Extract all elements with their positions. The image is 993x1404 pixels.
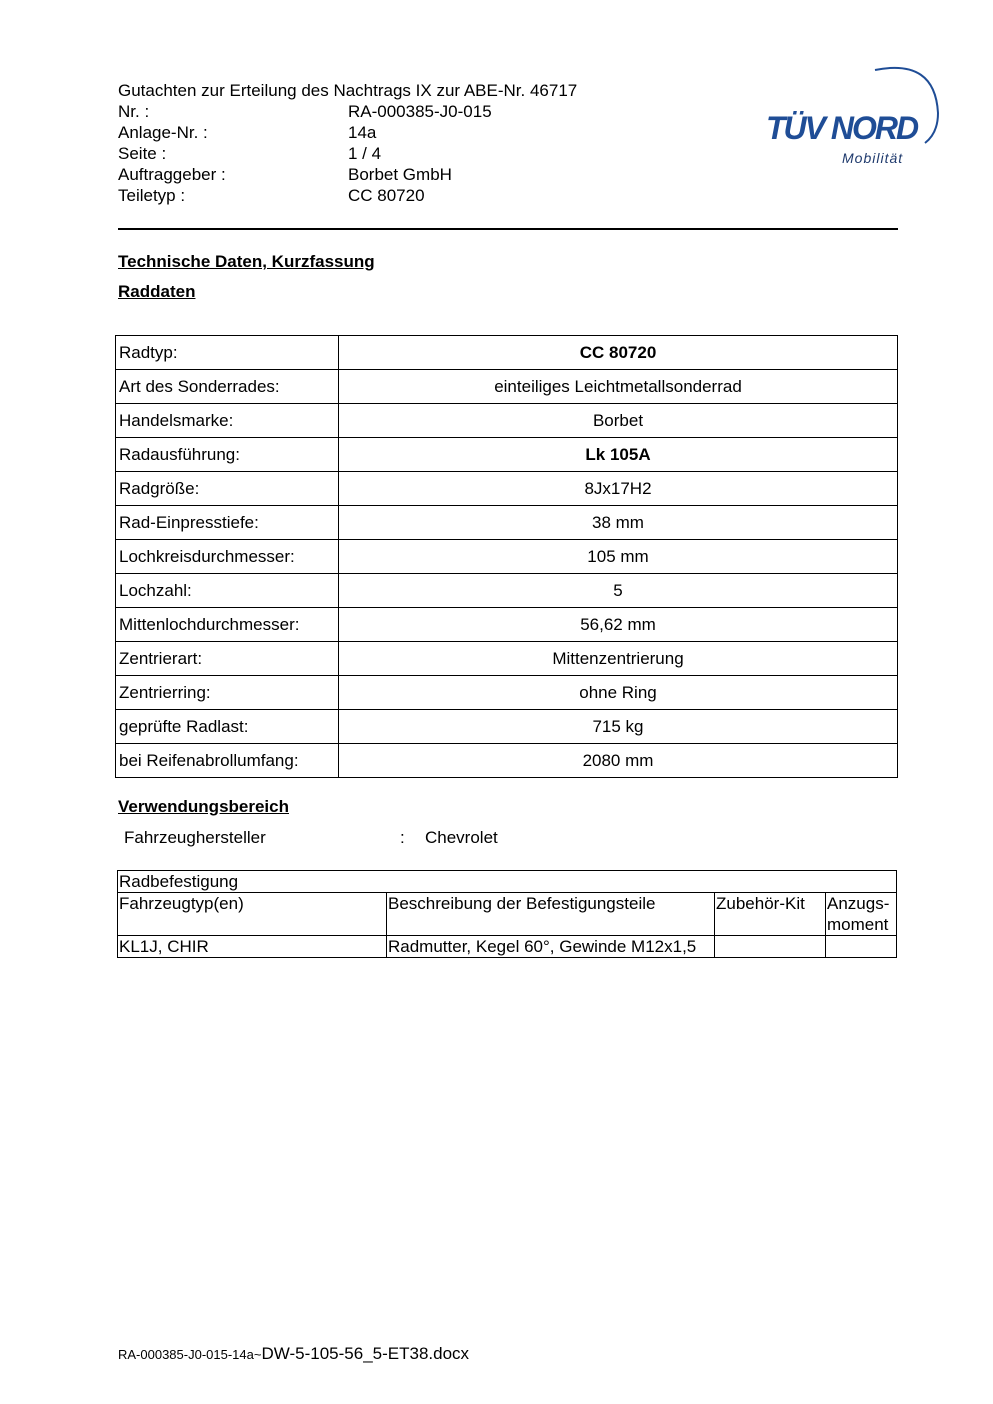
table-cell <box>715 936 826 958</box>
table-title: Radbefestigung <box>118 871 897 893</box>
manufacturer-value: Chevrolet <box>425 828 498 847</box>
row-label: bei Reifenabrollumfang: <box>116 744 339 778</box>
header-value: RA-000385-J0-015 <box>348 102 492 121</box>
tuv-nord-logo <box>760 58 945 173</box>
column-header: Anzugs- moment <box>826 893 897 936</box>
row-value: Borbet <box>339 404 898 438</box>
header-label: Nr. : <box>118 102 150 121</box>
row-label: Radausführung: <box>116 438 339 472</box>
row-value: 2080 mm <box>339 744 898 778</box>
row-label: Mittenlochdurchmesser: <box>116 608 339 642</box>
row-label: Rad-Einpresstiefe: <box>116 506 339 540</box>
logo-subtitle: Mobilität <box>842 150 904 166</box>
row-label: Radgröße: <box>116 472 339 506</box>
header-field <box>118 101 577 122</box>
table-row <box>116 506 898 540</box>
table-cell <box>826 936 897 958</box>
header-field <box>118 143 577 164</box>
header-value: Borbet GmbH <box>348 165 452 184</box>
table-row <box>116 438 898 472</box>
column-header: Beschreibung der Befestigungsteile <box>387 893 715 936</box>
logo-wordmark: TÜV NORD <box>766 110 918 146</box>
row-value: einteiliges Leichtmetallsonderrad <box>339 370 898 404</box>
table-row <box>116 574 898 608</box>
row-value: 105 mm <box>339 540 898 574</box>
document-title: Gutachten zur Erteilung des Nachtrags IX zur ABE-Nr. 46717 <box>118 81 578 100</box>
header-value: 14a <box>348 123 377 142</box>
table-row <box>116 676 898 710</box>
footer-file: DW-5-105-56_5-ET38.docx <box>261 1344 470 1363</box>
row-value: 8Jx17H2 <box>339 472 898 506</box>
row-label: Radtyp: <box>116 336 339 370</box>
row-label: Art des Sonderrades: <box>116 370 339 404</box>
header-value: 1 / 4 <box>348 144 382 163</box>
header-label: Seite : <box>118 144 167 163</box>
row-label: geprüfte Radlast: <box>116 710 339 744</box>
footer-prefix: RA-000385-J0-015-14a~ <box>118 1347 262 1362</box>
table-row <box>116 540 898 574</box>
header-label: Anlage-Nr. : <box>118 123 208 142</box>
table-row <box>116 744 898 778</box>
table-row <box>118 936 897 958</box>
row-value: ohne Ring <box>339 676 898 710</box>
row-value: 5 <box>339 574 898 608</box>
section-heading-tech: Technische Daten, Kurzfassung <box>118 252 375 271</box>
header-divider <box>118 228 898 230</box>
row-value: 56,62 mm <box>339 608 898 642</box>
footer-filename <box>118 1344 469 1364</box>
header-field <box>118 185 577 206</box>
row-value: CC 80720 <box>339 336 898 370</box>
header-value: CC 80720 <box>348 186 425 205</box>
header-field <box>118 122 577 143</box>
row-label: Lochzahl: <box>116 574 339 608</box>
raddaten-table <box>115 335 898 778</box>
row-value: 38 mm <box>339 506 898 540</box>
row-value: 715 kg <box>339 710 898 744</box>
header-field <box>118 164 577 185</box>
section-heading-raddaten: Raddaten <box>118 282 196 301</box>
manufacturer-label: Fahrzeughersteller <box>124 828 266 847</box>
header-label: Auftraggeber : <box>118 165 226 184</box>
row-value: Mittenzentrierung <box>339 642 898 676</box>
row-label: Handelsmarke: <box>116 404 339 438</box>
table-cell: Radmutter, Kegel 60°, Gewinde M12x1,5 <box>387 936 715 958</box>
section-heading-verwendung: Verwendungsbereich <box>118 797 289 816</box>
row-label: Lochkreisdurchmesser: <box>116 540 339 574</box>
table-row <box>116 608 898 642</box>
table-row <box>116 642 898 676</box>
row-value: Lk 105A <box>339 438 898 472</box>
table-header-row <box>118 893 897 936</box>
manufacturer-colon: : <box>400 828 405 847</box>
header-label: Teiletyp : <box>118 186 186 205</box>
table-title-row <box>118 871 897 893</box>
table-row <box>116 472 898 506</box>
table-row <box>116 710 898 744</box>
table-row <box>116 404 898 438</box>
table-cell: KL1J, CHIR <box>118 936 387 958</box>
table-row <box>116 336 898 370</box>
row-label: Zentrierart: <box>116 642 339 676</box>
manufacturer-line <box>124 828 498 848</box>
column-header: Zubehör-Kit <box>715 893 826 936</box>
row-label: Zentrierring: <box>116 676 339 710</box>
table-row <box>116 370 898 404</box>
column-header: Fahrzeugtyp(en) <box>118 893 387 936</box>
radbefestigung-table <box>117 870 897 958</box>
document-header <box>118 80 577 206</box>
